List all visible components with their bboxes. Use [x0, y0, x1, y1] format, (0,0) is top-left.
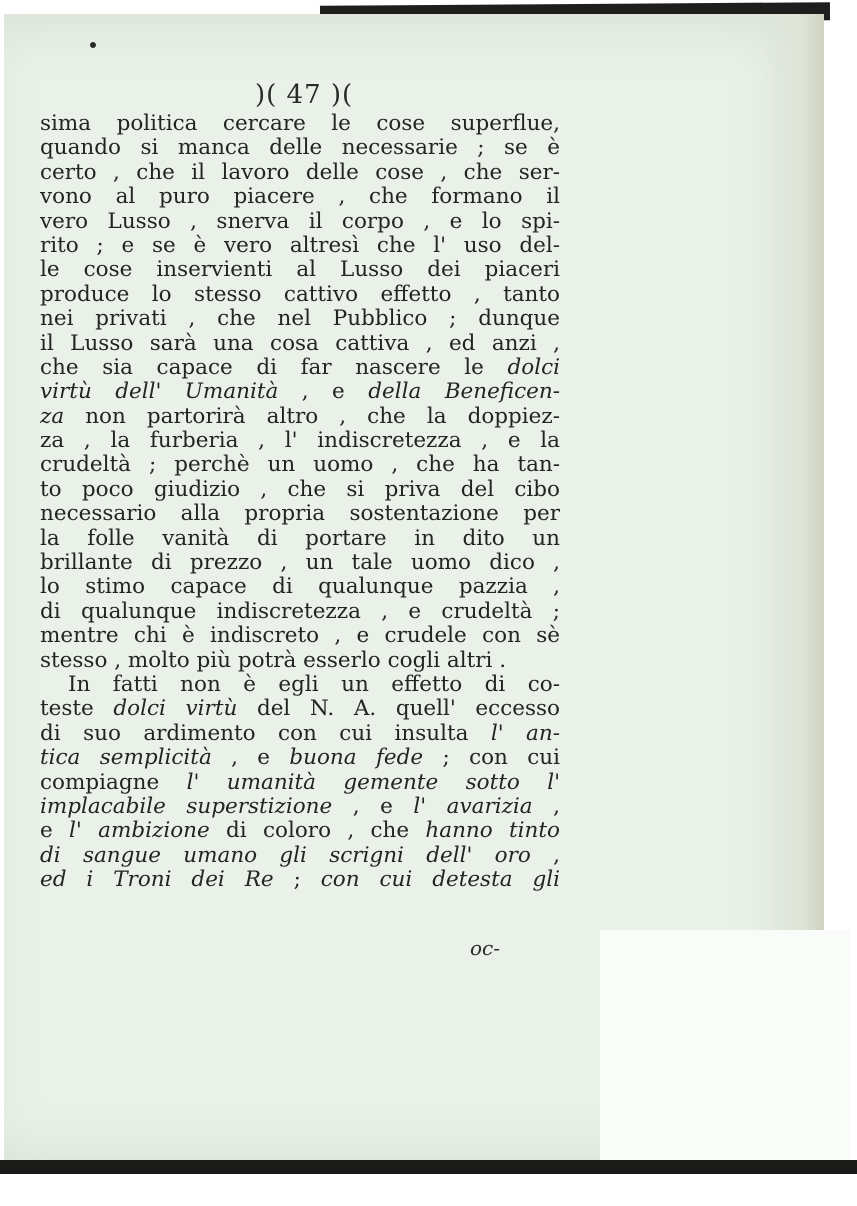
text-line: [40, 868, 560, 892]
italic-span: za: [40, 403, 65, 429]
text-span: certo , che il lavoro delle cose , che ser-: [40, 159, 560, 185]
text-line: [40, 527, 560, 551]
text-span: che sia capace di far nascere le: [40, 354, 508, 380]
catchword: oc-: [470, 936, 500, 960]
text-line: [40, 673, 560, 697]
text-line: [40, 478, 560, 502]
text-span: compiagne: [40, 769, 187, 795]
scan-border-bottom: [0, 1160, 857, 1174]
text-span: , e: [278, 379, 369, 405]
italic-span: di sangue umano gli scrigni dell' oro: [40, 842, 531, 868]
text-line: [40, 600, 560, 624]
italic-span: ed i Troni dei Re: [40, 867, 274, 893]
text-line: [40, 210, 560, 234]
text-line: [40, 795, 560, 819]
text-span: produce lo stesso cattivo effetto , tanto: [40, 281, 560, 307]
text-line: [40, 356, 560, 380]
italic-span: l' umanità gemente sotto l': [186, 769, 561, 795]
text-span: la folle vanità di portare in dito un: [40, 525, 560, 551]
text-line: [40, 429, 560, 453]
italic-span: l' avarizia: [413, 793, 533, 819]
text-span: quando si manca delle necessarie ; se è: [40, 135, 560, 161]
text-span: del N. A. quell' eccesso: [237, 696, 560, 722]
text-line: [40, 551, 560, 575]
text-span: nei privati , che nel Pubblico ; dunque: [40, 306, 560, 332]
text-line: [40, 649, 560, 673]
italic-span: tica semplicità: [40, 745, 212, 771]
italic-span: implacabile superstizione: [40, 793, 333, 819]
text-span: za , la furberia , l' indiscretezza , e la: [40, 428, 560, 454]
text-line: [40, 258, 560, 282]
text-span: di coloro , che: [209, 818, 426, 844]
italic-span: dolci virtù: [113, 696, 238, 722]
text-span: crudeltà ; perchè un uomo , che ha tan-: [40, 452, 560, 478]
text-span: necessario alla propria sostentazione per: [40, 501, 560, 527]
text-line: [40, 380, 560, 404]
text-span: , e: [332, 793, 414, 819]
italic-span: virtù dell' Umanità: [40, 379, 279, 405]
text-span: vono al puro piacere , che formano il: [40, 184, 560, 210]
text-span: vero Lusso , snerva il corpo , e lo spi-: [40, 208, 560, 234]
text-line: [40, 575, 560, 599]
italic-span: l' an-: [490, 720, 560, 746]
text-line: [40, 819, 560, 843]
italic-span: dolci: [507, 354, 560, 380]
text-line: [40, 283, 560, 307]
italic-span: l' ambizione: [69, 818, 210, 844]
text-span: ,: [532, 793, 560, 819]
text-span: , e: [211, 745, 290, 771]
text-span: lo stimo capace di qualunque pazzia ,: [40, 574, 560, 600]
text-line: [40, 502, 560, 526]
text-span: le cose inservienti al Lusso dei piaceri: [40, 257, 560, 283]
text-span: non partorirà altro , che la doppiez-: [64, 403, 560, 429]
text-line: [40, 234, 560, 258]
text-line: [40, 185, 560, 209]
italic-span: hanno tinto: [425, 818, 560, 844]
text-line: [40, 136, 560, 160]
text-span: brillante di prezzo , un tale uomo dico ,: [40, 550, 560, 576]
text-span: In fatti non è egli un effetto di co-: [68, 671, 560, 697]
text-line: [40, 112, 560, 136]
text-span: ,: [530, 842, 560, 868]
text-line: [40, 453, 560, 477]
text-line: [40, 624, 560, 648]
text-span: ;: [273, 867, 321, 893]
text-span: to poco giudizio , che si priva del cibo: [40, 476, 560, 502]
text-span: il Lusso sarà una cosa cattiva , ed anzi ,: [40, 330, 560, 356]
text-line: [40, 307, 560, 331]
text-line: [40, 697, 560, 721]
text-line: [40, 771, 560, 795]
text-span: di suo ardimento con cui insulta: [40, 720, 491, 746]
text-line: [40, 332, 560, 356]
text-span: di qualunque indiscretezza , e crudeltà ;: [40, 598, 560, 624]
italic-span: buona fede: [289, 745, 424, 771]
light-patch: [600, 930, 850, 1160]
text-line: [40, 722, 560, 746]
text-line: [40, 405, 560, 429]
text-span: stesso , molto più potrà esserlo cogli altri .: [40, 647, 507, 673]
text-span: mentre chi è indiscreto , e crudele con sè: [40, 623, 560, 649]
text-span: e: [40, 818, 70, 844]
ink-mark: [90, 42, 96, 48]
text-span: rito ; e se è vero altresì che l' uso del-: [40, 232, 560, 258]
text-line: [40, 161, 560, 185]
text-span: ; con cui: [423, 745, 561, 771]
body-text: [40, 112, 560, 893]
text-span: sima politica cercare le cose superflue,: [40, 111, 560, 136]
text-span: teste: [40, 696, 114, 722]
italic-span: con cui detesta gli: [320, 867, 560, 893]
page-number: )( 47 )(: [255, 80, 354, 110]
text-line: [40, 844, 560, 868]
text-line: [40, 746, 560, 770]
italic-span: della Beneficen-: [368, 379, 561, 405]
